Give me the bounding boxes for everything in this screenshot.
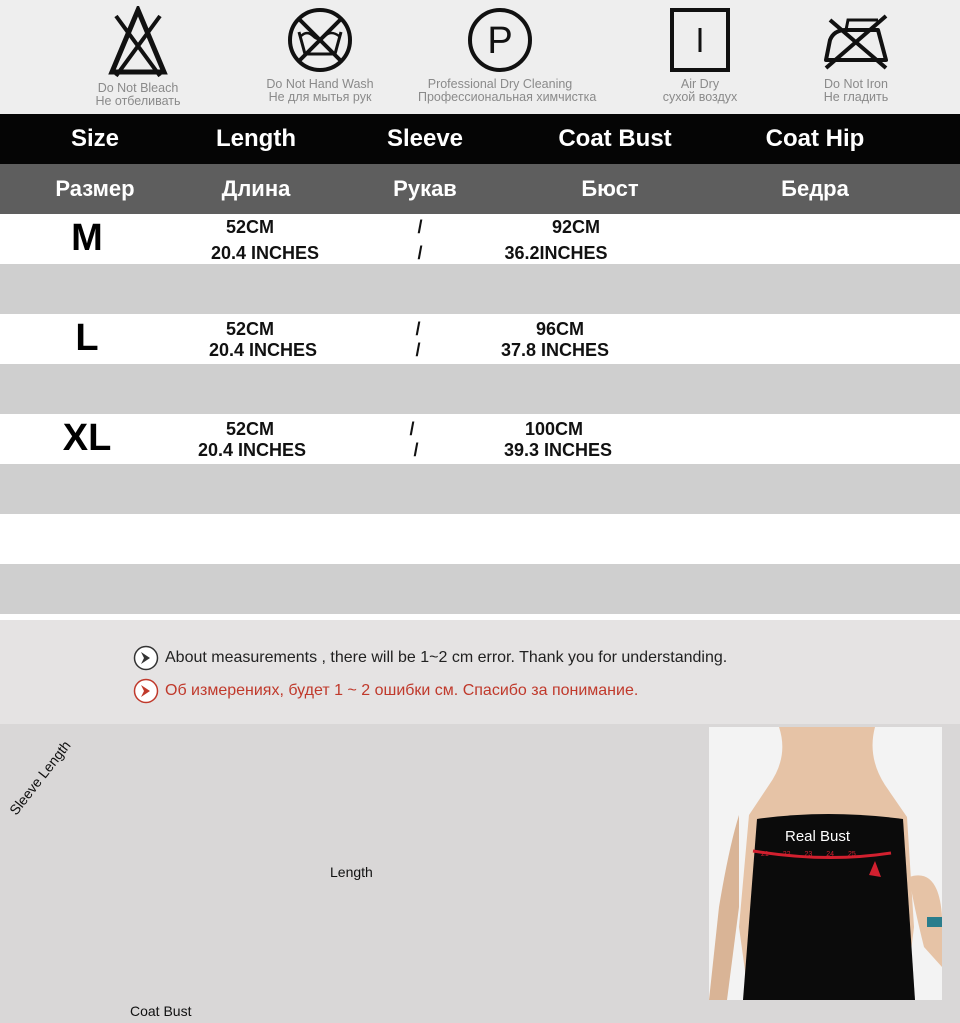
sleeve-value: / [415, 340, 421, 360]
bust-cm: 96CM [535, 319, 584, 339]
chevron-right-icon [133, 645, 159, 671]
header-sleeve-ru: Рукав [393, 176, 457, 201]
bust-inches: 37.8 INCHES [500, 340, 610, 360]
note-line-ru [133, 678, 638, 704]
sleeve-value: / [417, 217, 423, 237]
size-label: XL [62, 417, 112, 459]
header-coat-hip: Coat Hip [765, 125, 865, 152]
tape-number: 21 [761, 851, 769, 858]
air-dry-icon [668, 6, 732, 74]
tape-number: 25 [848, 851, 856, 858]
care-instructions [0, 0, 960, 114]
care-item-no-iron [812, 6, 900, 104]
length-cm: 52CM [225, 217, 274, 237]
note-text-en: About measurements , there will be 1~2 cm error. Thank you for understanding. [165, 649, 728, 666]
length-cm: 52CM [225, 419, 274, 439]
table-row [0, 214, 960, 264]
table-row [0, 314, 960, 364]
real-bust-label: Real Bust [785, 828, 851, 845]
note-text-ru: Об измерениях, будет 1 ~ 2 ошибки см. Спасибо за понимание. [165, 682, 639, 699]
care-item-no-hand-wash [258, 6, 382, 104]
model-figure [709, 727, 942, 1000]
tape-number: 22 [782, 851, 791, 858]
header-size-ru: Размер [55, 176, 135, 201]
measurement-note [0, 620, 960, 724]
sleeve-length-label: Sleeve Length [6, 737, 74, 818]
length-label: Length [330, 864, 373, 880]
header-length: Length [216, 125, 296, 152]
bust-inches: 39.3 INCHES [503, 440, 613, 460]
care-label-ru: Не гладить [823, 90, 889, 104]
sleeve-value: / [409, 419, 415, 439]
header-size: Size [70, 125, 120, 152]
do-not-hand-wash-icon [285, 6, 355, 74]
table-row-spacer [0, 564, 960, 614]
care-label-en: Do Not Bleach [97, 81, 179, 95]
table-row-spacer [0, 364, 960, 414]
care-item-no-bleach [86, 6, 190, 108]
care-label-en: Do Not Hand Wash [266, 77, 374, 91]
sleeve-value: / [417, 243, 423, 263]
bust-cm: 100CM [524, 419, 584, 439]
coat-bust-label: Coat Bust [130, 1003, 192, 1019]
care-label-en: Do Not Iron [824, 77, 888, 91]
table-row [0, 414, 960, 464]
size-label: L [75, 317, 99, 359]
professional-dry-cleaning-icon [466, 6, 534, 74]
tape-number: 23 [804, 851, 813, 858]
sleeve-value: / [413, 440, 419, 460]
bust-inches: 36.2INCHES [504, 243, 608, 263]
table-row-empty [0, 514, 960, 564]
note-line-en [133, 645, 727, 671]
care-label-ru: Не для мытья рук [268, 90, 372, 104]
tape-numbers [761, 851, 856, 858]
table-header-en [0, 114, 960, 164]
table-row-spacer [0, 264, 960, 314]
length-inches: 20.4 INCHES [197, 440, 307, 460]
sleeve-value: / [415, 319, 421, 339]
header-bust-ru: Бюст [581, 176, 639, 201]
length-inches: 20.4 INCHES [208, 340, 318, 360]
care-label-en: Air Dry [680, 77, 720, 91]
do-not-iron-icon [820, 6, 892, 74]
svg-text:P: P [487, 20, 513, 62]
table-header-ru [0, 164, 960, 214]
table-row-spacer [0, 464, 960, 514]
length-inches: 20.4 INCHES [210, 243, 320, 263]
care-label-ru: Профессиональная химчистка [418, 90, 597, 104]
care-label-ru: Не отбеливать [95, 94, 181, 108]
care-label-ru: сухой воздух [662, 90, 738, 104]
size-label: M [71, 217, 103, 259]
length-cm: 52CM [225, 319, 274, 339]
chevron-right-icon [133, 678, 159, 704]
care-label-en: Professional Dry Cleaning [427, 77, 573, 91]
tape-number: 24 [826, 851, 835, 858]
header-coat-bust: Coat Bust [558, 125, 672, 152]
care-item-dry-cleaning [418, 6, 597, 104]
real-bust-photo [709, 727, 942, 1000]
do-not-bleach-icon [108, 6, 168, 78]
care-item-air-dry [656, 6, 744, 104]
header-sleeve: Sleeve [386, 125, 464, 152]
header-hip-ru: Бедра [781, 176, 849, 201]
bust-cm: 92CM [551, 217, 600, 237]
header-length-ru: Длина [221, 176, 291, 201]
